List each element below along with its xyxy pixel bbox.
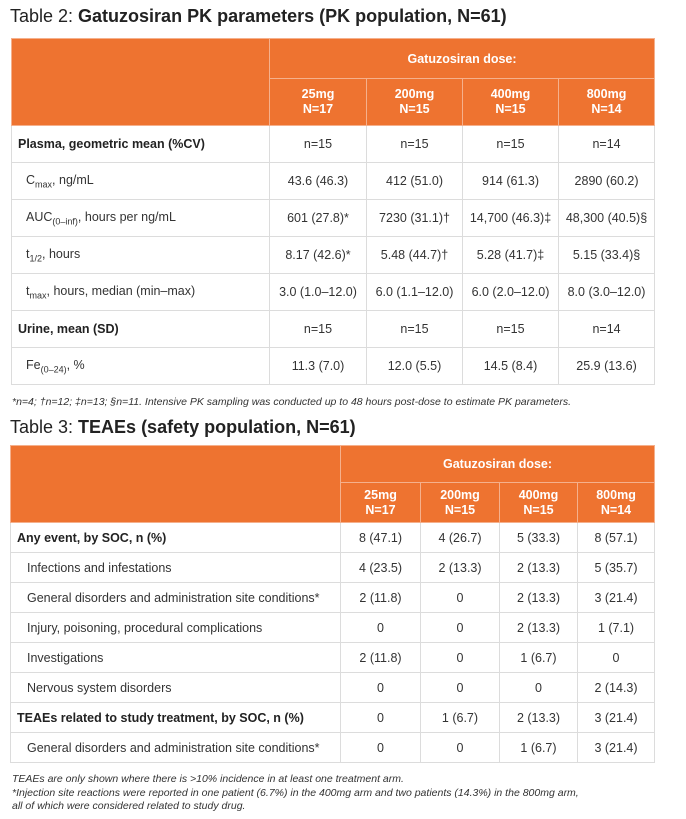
event-label: General disorders and administration site conditions* [11, 733, 341, 763]
value-cell: 25.9 (13.6) [559, 348, 655, 385]
dose-column-header [270, 79, 367, 126]
table-row [12, 348, 655, 385]
value-cell: 14,700 (46.3)‡ [463, 200, 559, 237]
dose-amount: 400mg [518, 487, 559, 502]
table3-title [10, 417, 356, 438]
parameter-unit: , hours [42, 246, 81, 261]
event-label: Any event, by SOC, n (%) [11, 523, 341, 553]
event-label: General disorders and administration site conditions* [11, 583, 341, 613]
table3-footnote-1: TEAEs are only shown where there is >10% incidence in at least one treatment arm. [12, 773, 404, 785]
parameter-unit: , hours per ng/mL [77, 209, 176, 224]
table3-title-prefix: Table 3: [10, 417, 79, 437]
value-cell: 5 (33.3) [500, 523, 578, 553]
event-label: Investigations [11, 643, 341, 673]
value-cell: n=15 [270, 126, 367, 163]
parameter-subscript: max [29, 290, 47, 301]
dose-n: N=15 [523, 502, 554, 517]
parameter-name: Plasma, geometric mean (%CV) [18, 137, 205, 151]
value-cell: 3 (21.4) [578, 583, 655, 613]
parameter-name: Urine, mean (SD) [18, 322, 119, 336]
value-cell: n=15 [367, 311, 463, 348]
dose-amount: 25mg [364, 487, 397, 502]
value-cell: 0 [421, 583, 500, 613]
value-cell: 5.15 (33.4)§ [559, 237, 655, 274]
value-cell: 14.5 (8.4) [463, 348, 559, 385]
value-cell: 48,300 (40.5)§ [559, 200, 655, 237]
dose-column-header [463, 79, 559, 126]
dose-column-header [421, 483, 500, 523]
value-cell: 5.28 (41.7)‡ [463, 237, 559, 274]
dose-column-header [559, 79, 655, 126]
dose-amount: 400mg [490, 87, 531, 101]
value-cell: 601 (27.8)* [270, 200, 367, 237]
parameter-label [12, 200, 270, 237]
dose-n: N=14 [600, 502, 632, 517]
table2-title-text: Gatuzosiran PK parameters (PK population, N=61) [78, 6, 507, 26]
table3-footnote-2: *Injection site reactions were reported in one patient (6.7%) in the 400mg arm and two patients (14.3%) in the 800mg arm, [12, 787, 579, 799]
event-label: Nervous system disorders [11, 673, 341, 703]
table-row [11, 733, 655, 763]
table-row [12, 311, 655, 348]
parameter-subscript: (0–inf) [52, 216, 78, 227]
table3-dose-header: Gatuzosiran dose: [341, 446, 655, 483]
value-cell: 0 [421, 613, 500, 643]
value-cell: 1 (7.1) [578, 613, 655, 643]
table-row [12, 274, 655, 311]
dose-column-header [500, 483, 578, 523]
value-cell: 412 (51.0) [367, 163, 463, 200]
value-cell: 2 (13.3) [421, 553, 500, 583]
dose-n: N=15 [444, 502, 476, 517]
value-cell: n=15 [367, 126, 463, 163]
table-row [12, 200, 655, 237]
table2-title [10, 6, 507, 27]
table3-footnote-3: all of which were considered related to study drug. [12, 800, 246, 812]
value-cell: 2 (13.3) [500, 583, 578, 613]
dose-amount: 25mg [301, 87, 335, 101]
value-cell: 2 (11.8) [341, 643, 421, 673]
table-row [11, 583, 655, 613]
table-row [11, 553, 655, 583]
table-row [12, 163, 655, 200]
value-cell: 7230 (31.1)† [367, 200, 463, 237]
value-cell: 2 (11.8) [341, 583, 421, 613]
value-cell: 11.3 (7.0) [270, 348, 367, 385]
value-cell: 6.0 (2.0–12.0) [463, 274, 559, 311]
value-cell: 5 (35.7) [578, 553, 655, 583]
table-row [11, 703, 655, 733]
value-cell: 3 (21.4) [578, 733, 655, 763]
value-cell: 3 (21.4) [578, 703, 655, 733]
value-cell: 0 [421, 643, 500, 673]
value-cell: n=15 [463, 126, 559, 163]
dose-n: N=17 [302, 102, 334, 116]
dose-amount: 200mg [440, 487, 480, 502]
table2-corner-cell [12, 39, 270, 126]
dose-n: N=14 [591, 102, 622, 116]
event-label: TEAEs related to study treatment, by SOC, n (%) [11, 703, 341, 733]
parameter-label [12, 126, 270, 163]
value-cell: 0 [500, 673, 578, 703]
parameter-name: t [26, 246, 30, 261]
table-row [11, 523, 655, 553]
dose-amount: 200mg [394, 87, 435, 101]
parameter-label [12, 274, 270, 311]
parameter-unit: , hours, median (min–max) [46, 283, 196, 298]
dose-column-header [341, 483, 421, 523]
parameter-label [12, 163, 270, 200]
value-cell: 12.0 (5.5) [367, 348, 463, 385]
event-label: Infections and infestations [11, 553, 341, 583]
value-cell: 2 (13.3) [500, 553, 578, 583]
parameter-label [12, 311, 270, 348]
table-row [12, 237, 655, 274]
dose-n: N=17 [365, 502, 396, 517]
value-cell: 0 [341, 703, 421, 733]
dose-n: N=15 [399, 102, 430, 116]
value-cell: 3.0 (1.0–12.0) [270, 274, 367, 311]
value-cell: 8 (47.1) [341, 523, 421, 553]
parameter-subscript: (0–24) [40, 364, 67, 375]
value-cell: 8.0 (3.0–12.0) [559, 274, 655, 311]
value-cell: 8.17 (42.6)* [270, 237, 367, 274]
table2-footnote: *n=4; †n=12; ‡n=13; §n=11. Intensive PK sampling was conducted up to 48 hours post-dose to estimate PK parameters. [12, 396, 571, 408]
value-cell: 0 [341, 733, 421, 763]
parameter-subscript: 1/2 [29, 253, 42, 264]
value-cell: 4 (26.7) [421, 523, 500, 553]
value-cell: 0 [421, 733, 500, 763]
parameter-subscript: max [35, 179, 53, 190]
parameter-label [12, 237, 270, 274]
value-cell: 0 [341, 613, 421, 643]
value-cell: 0 [578, 643, 655, 673]
parameter-name: Fe [26, 357, 41, 372]
value-cell: 1 (6.7) [421, 703, 500, 733]
value-cell: 1 (6.7) [500, 643, 578, 673]
value-cell: 43.6 (46.3) [270, 163, 367, 200]
value-cell: 6.0 (1.1–12.0) [367, 274, 463, 311]
value-cell: 914 (61.3) [463, 163, 559, 200]
dose-amount: 800mg [596, 487, 636, 502]
teae-table [10, 445, 655, 763]
value-cell: 2 (13.3) [500, 703, 578, 733]
parameter-name: C [26, 172, 36, 187]
dose-column-header [578, 483, 655, 523]
dose-amount: 800mg [586, 87, 627, 101]
dose-n: N=15 [495, 102, 526, 116]
dose-column-header [367, 79, 463, 126]
value-cell: 0 [421, 673, 500, 703]
parameter-label [12, 348, 270, 385]
table-row [11, 643, 655, 673]
parameter-name: AUC [26, 209, 53, 224]
value-cell: 8 (57.1) [578, 523, 655, 553]
value-cell: 5.48 (44.7)† [367, 237, 463, 274]
value-cell: n=15 [463, 311, 559, 348]
table3-title-text: TEAEs (safety population, N=61) [78, 417, 356, 437]
value-cell: 2890 (60.2) [559, 163, 655, 200]
value-cell: 0 [341, 673, 421, 703]
parameter-unit: , ng/mL [52, 172, 94, 187]
value-cell: 1 (6.7) [500, 733, 578, 763]
pk-parameters-table [11, 38, 655, 385]
value-cell: n=14 [559, 126, 655, 163]
table2-title-prefix: Table 2: [10, 6, 79, 26]
value-cell: 2 (14.3) [578, 673, 655, 703]
table2-dose-header: Gatuzosiran dose: [270, 39, 655, 79]
value-cell: n=14 [559, 311, 655, 348]
parameter-name: t [26, 283, 30, 298]
table-row [11, 613, 655, 643]
value-cell: n=15 [270, 311, 367, 348]
table-row [12, 126, 655, 163]
value-cell: 2 (13.3) [500, 613, 578, 643]
value-cell: 4 (23.5) [341, 553, 421, 583]
event-label: Injury, poisoning, procedural complications [11, 613, 341, 643]
table3-corner-cell [11, 446, 341, 523]
parameter-unit: , % [66, 357, 85, 372]
table-row [11, 673, 655, 703]
